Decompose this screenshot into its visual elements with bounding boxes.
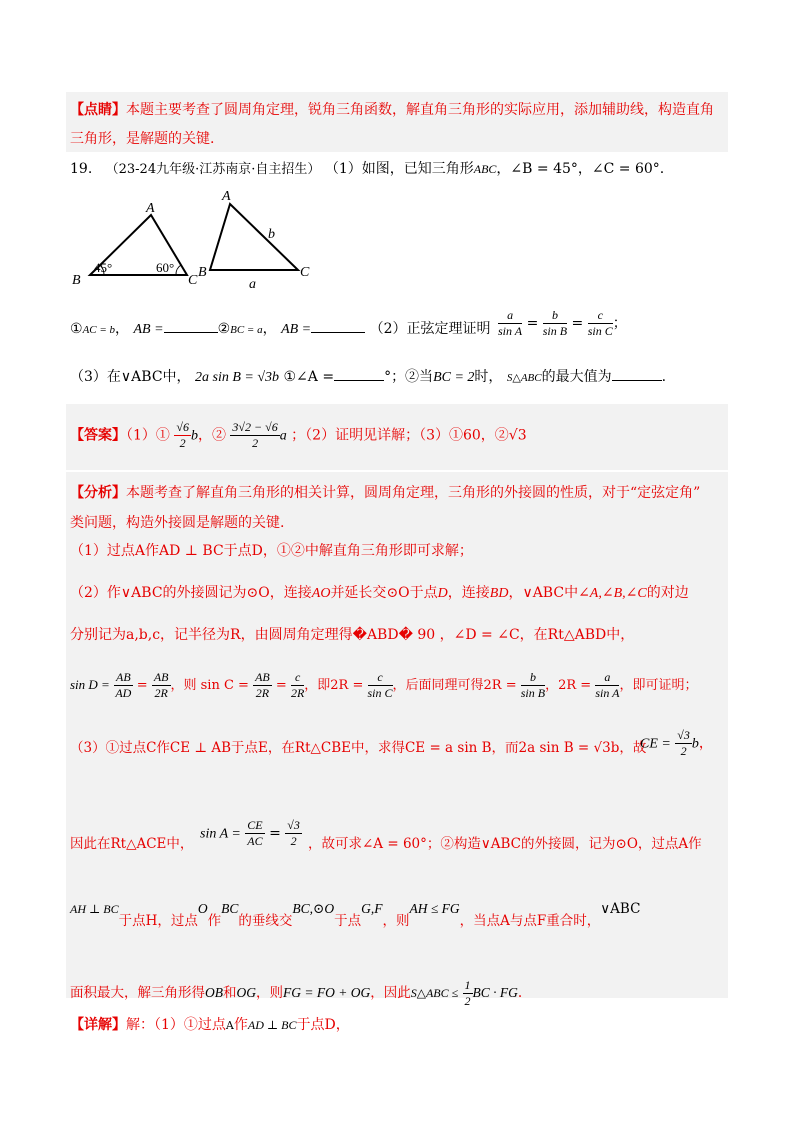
- analysis-line10: 面积最大，解三角形得OB和OG，则FG = FO + OG，因此S△ABC ≤ $\frac{1}{2}$ BC · FG.: [70, 978, 523, 1008]
- analysis-tag: 【分析】: [70, 485, 126, 501]
- left-angle-b: 45°: [94, 260, 113, 275]
- right-side-b: b: [268, 227, 275, 242]
- dianjing-tag: 【点睛】: [70, 102, 126, 118]
- parts-line-1: ①AC = b， AB = ②BC = a， AB = （2）正弦定理证明: [70, 321, 491, 337]
- sine-law: $\frac{a}{\text{sin A}}$ = $\frac{b}{\text{sin B}}$ = $\frac{c}{\text{sin C}}$ ；: [498, 308, 627, 338]
- angle-c-arc: [176, 265, 181, 275]
- analysis-line6: sin D = $\frac{AB}{AD}$ = $\frac{AB}{2R}$ ，则 sin C = $\frac{AB}{2R}$ = $\frac{c}{2R}$ ，即2R = $\frac{c}{\text{sin C}}$ ，后面同理可得2R = $\frac{b}{\text{sin B}}$ ，2R = $\frac{a}{\text{sin A}}$ ，即可证明；: [70, 670, 698, 700]
- answer-blank-4[interactable]: [612, 368, 662, 381]
- dianjing-line2: 三角形，是解题的关键.: [70, 131, 215, 147]
- answer-blank-2[interactable]: [311, 320, 365, 333]
- parts-line-3: （3）在∨ABC中， 2a sin B = √3b ①∠A = °；②当BC = 2时， S△ABC的最大值为 .: [70, 369, 667, 385]
- analysis-line7-frac: CE = $\frac{√3}{2}$ b，: [640, 728, 713, 758]
- answer-line: 【答案】（1）① $\frac{√6}{2}$ b，② $\frac{3√2 - √6}{2}$ a ；（2）证明见详解；（3）①60，②√3: [70, 420, 527, 450]
- left-label-a: A: [146, 201, 155, 216]
- analysis-line4: （2）作∨ABC的外接圆记为⊙O，连接AO并延长交⊙O于点D，连接BD，∨ABC中∠A,∠B,∠C的对边: [70, 585, 689, 601]
- analysis-line2: 类问题，构造外接圆是解题的关键.: [70, 515, 285, 531]
- analysis-line8-tail: ，故可求∠A = 60°；②构造∨ABC的外接圆，记为⊙O，过点A作: [308, 836, 702, 852]
- analysis-line1: 【分析】本题考查了解直角三角形的相关计算，圆周角定理，三角形的外接圆的性质，对于“定弦定角”: [70, 485, 701, 501]
- right-label-b: B: [198, 265, 207, 280]
- analysis-line8-frac: sin A = $\frac{CE}{AC}$ = $\frac{√3}{2}$: [200, 818, 300, 848]
- right-side-a: a: [249, 277, 256, 292]
- analysis-line8: 因此在Rt△ACE中，: [70, 836, 194, 852]
- analysis-line9: AH ⊥ BC于点H，过点O作BC的垂线交BC,⊙O于点G,F，则AH ≤ FG，当点A与点F重合时，∨ABC: [70, 901, 641, 929]
- left-label-b: B: [72, 273, 81, 288]
- detail-line: 【详解】解：（1）①过点A作AD ⊥ BC于点D，: [70, 1017, 350, 1033]
- analysis-line5: 分别记为a,b,c，记半径为R，由圆周角定理得�ABD� 90 ，∠D = ∠C，在Rt△ABD中，: [70, 627, 635, 643]
- detail-tag: 【详解】: [70, 1017, 126, 1033]
- triangle-figure: [60, 188, 320, 298]
- left-angle-c: 60°: [156, 260, 175, 275]
- answer-blank-3[interactable]: [334, 368, 384, 381]
- analysis-line3: （1）过点A作AD ⊥ BC于点D，①②中解直角三角形即可求解；: [70, 543, 473, 559]
- left-label-c: C: [188, 273, 198, 288]
- dianjing-line1: 【点睛】本题主要考查了圆周角定理，锐角三角函数，解直角三角形的实际应用，添加辅助线，构造直角: [70, 102, 714, 118]
- right-label-c: C: [300, 265, 310, 280]
- analysis-line7: （3）①过点C作CE ⊥ AB于点E，在Rt△CBE中，求得CE = a sin B，而2a sin B = √3b，故: [70, 740, 647, 756]
- answer-blank-1[interactable]: [164, 320, 218, 333]
- right-triangle: [210, 204, 298, 270]
- answer-tag: 【答案】: [70, 427, 126, 444]
- right-label-a: A: [222, 189, 231, 204]
- question-line: 19. （23-24九年级·江苏南京·自主招生） （1）如图，已知三角形ABC，∠B = 45°，∠C = 60°.: [70, 161, 665, 177]
